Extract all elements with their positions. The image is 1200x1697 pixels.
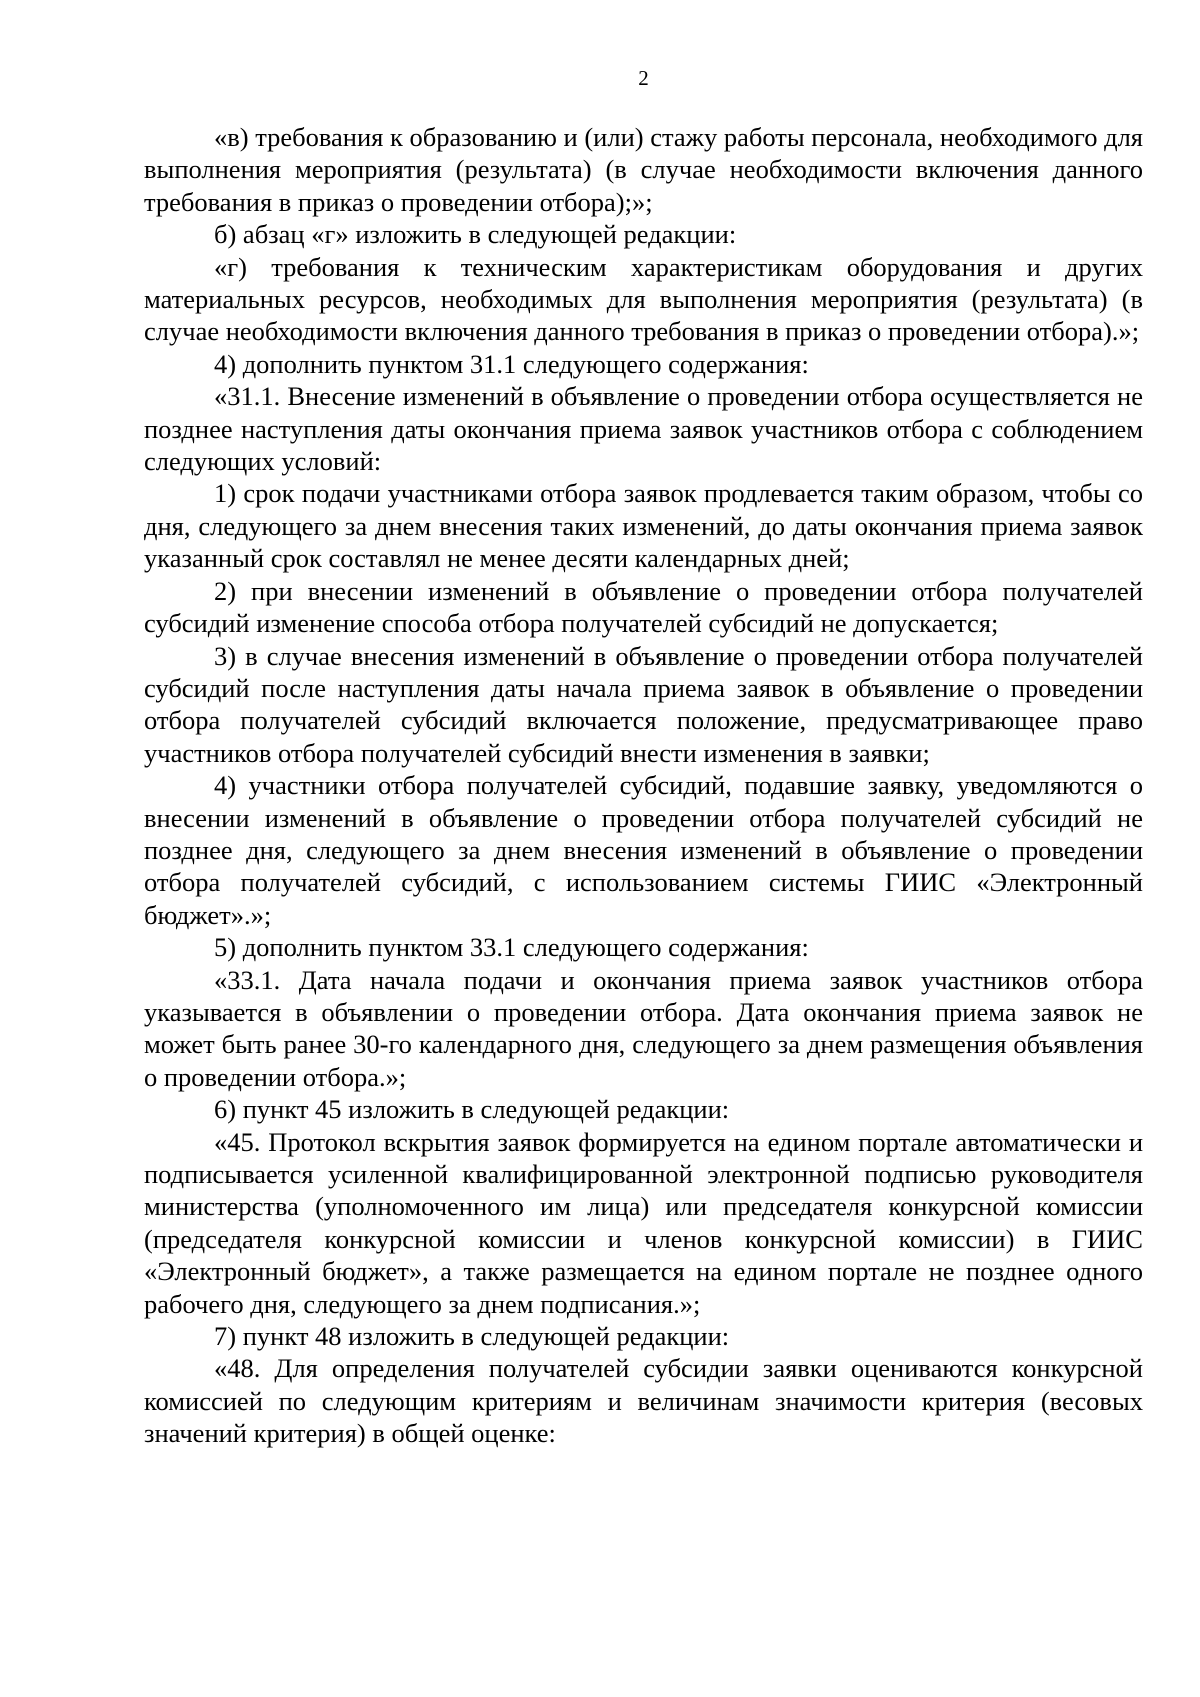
document-page xyxy=(144,66,1143,1450)
paragraph-4-add-31-1: 4) дополнить пунктом 31.1 следующего содержания: xyxy=(214,348,809,379)
page-number: 2 xyxy=(638,66,649,90)
paragraph-v-staff-requirements: «в) требования к образованию и (или) стажу работы персонала, необходимого для выполнения мероприятия (результата) (в случае необходимости включения данного требования в приказ о проведении отбора);»; xyxy=(144,122,1143,217)
paragraph-31-1-text: «31.1. Внесение изменений в объявление о проведении отбора осуществляется не позднее наступления даты окончания приема заявок участников отбора с соблюдением следующих условий: xyxy=(144,381,1143,477)
paragraph-6-amend-45: 6) пункт 45 изложить в следующей редакции: xyxy=(214,1094,730,1125)
paragraph-31-1-item-1: 1) срок подачи участниками отбора заявок продлевается таким образом, чтобы со дня, следующего за днем внесения таких изменений, до даты окончания приема заявок указанный срок составлял не менее десяти календарных дней; xyxy=(144,478,1143,574)
paragraph-b-amend-g: б) абзац «г» изложить в следующей редакции: xyxy=(214,219,737,250)
paragraph-5-add-33-1: 5) дополнить пунктом 33.1 следующего содержания: xyxy=(214,932,809,963)
paragraph-31-1-item-3: 3) в случае внесения изменений в объявление о проведении отбора получателей субсидий после наступления даты начала приема заявок в объявление о проведении отбора получателей субсидий включается положение, предусматривающее право участников отбора получателей субсидий внести изменения в заявки; xyxy=(144,640,1143,768)
paragraph-45-text: «45. Протокол вскрытия заявок формируется на едином портале автоматически и подписывается усиленной квалифицированной электронной подписью руководителя министерства (уполномоченного им лица) или председателя конкурсной комиссии (председателя конкурсной комиссии и членов конкурсной комиссии) в ГИИС «Электронный бюджет», а также размещается на едином портале не позднее одного рабочего дня, следующего за днем подписания.»; xyxy=(144,1126,1143,1319)
paragraph-48-text: «48. Для определения получателей субсидии заявки оцениваются конкурсной комиссией по следующим критериям и величинам значимости критерия (весовых значений критерия) в общей оценке: xyxy=(144,1353,1143,1449)
paragraph-7-amend-48: 7) пункт 48 изложить в следующей редакции: xyxy=(214,1321,730,1352)
paragraph-31-1-item-2: 2) при внесении изменений в объявление о проведении отбора получателей субсидий изменение способа отбора получателей субсидий не допускается; xyxy=(144,575,1143,639)
paragraph-33-1-text: «33.1. Дата начала подачи и окончания приема заявок участников отбора указывается в объявлении о проведении отбора. Дата окончания приема заявок не может быть ранее 30-го календарного дня, следующего за днем размещения объявления о проведении отбора.»; xyxy=(144,964,1143,1092)
paragraph-31-1-item-4: 4) участники отбора получателей субсидий, подавшие заявку, уведомляются о внесении изменений в объявление о проведении отбора получателей субсидий не позднее дня, следующего за днем внесения изменений в объявление о проведении отбора получателей субсидий, с использованием системы ГИИС «Электронный бюджет».»; xyxy=(144,770,1143,930)
paragraph-g-equipment-requirements: «г) требования к техническим характеристикам оборудования и других материальных ресурсов, необходимых для выполнения мероприятия (результата) (в случае необходимости включения данного требования в приказ о проведении отбора).»; xyxy=(144,251,1143,347)
